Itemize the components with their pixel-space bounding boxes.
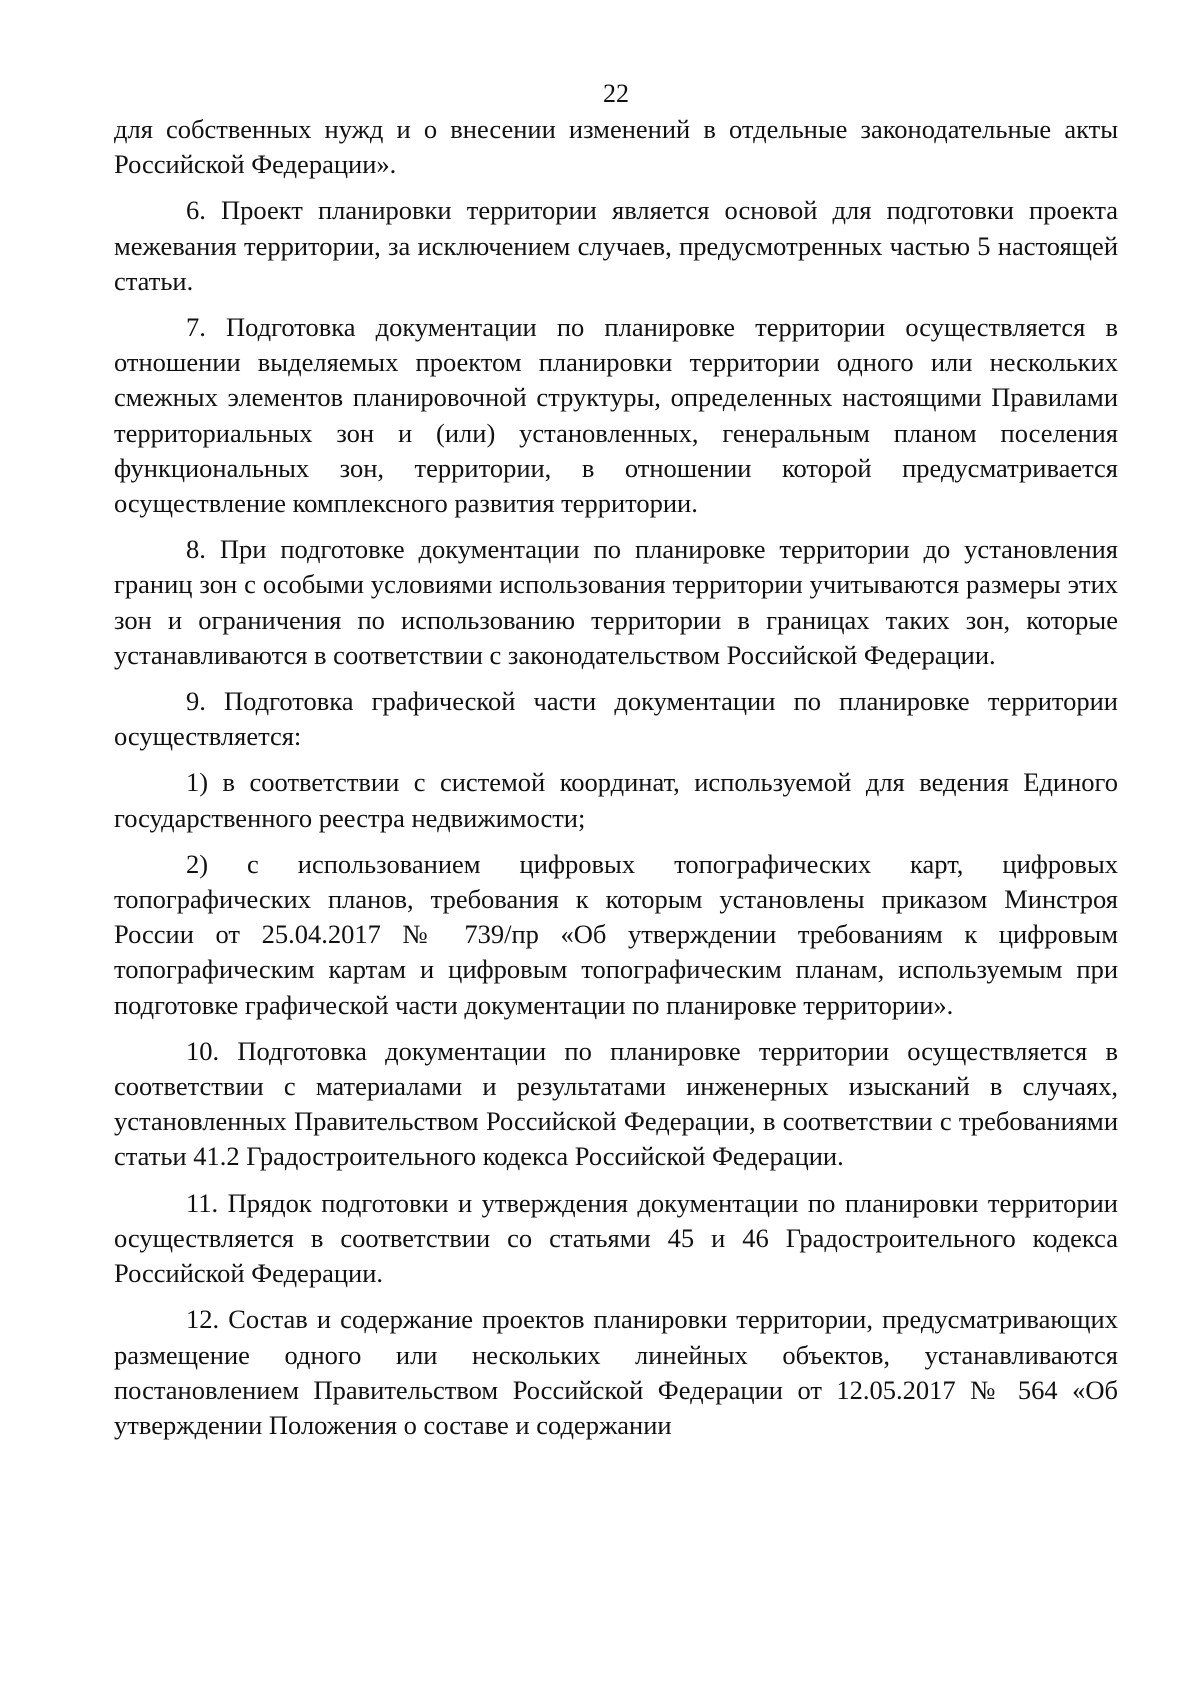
paragraph-item-10: 10. Подготовка документации по планировке территории осуществляется в соответствии с материалами и результатами инженерных изысканий в случаях, установленных Правительством Российской Федерации, в соответствии с требованиями статьи 41.2 Градостроительного кодекса Российской Федерации.: [114, 1035, 1118, 1172]
paragraph-continuation: для собственных нужд и о внесении изменений в отдельные законодательные акты Российской Федерации».: [114, 114, 1118, 180]
paragraph-item-8: 8. При подготовке документации по планировке территории до установления границ зон с особыми условиями использования территории учитываются размеры этих зон и ограничения по использованию территории в границах таких зон, которые устанавливаются в соответствии с законодательством Российской Федерации.: [114, 534, 1118, 670]
paragraph-item-6: 6. Проект планировки территории является основой для подготовки проекта межевания территории, за исключением случаев, предусмотренных частью 5 настоящей статьи.: [114, 195, 1118, 296]
paragraph-item-12: 12. Состав и содержание проектов планировки территории, предусматривающих размещение одного или нескольких линейных объектов, устанавливаются постановлением Правительством Российской Федерации от 12.05.2017 № 564 «Об утверждении Положения о составе и содержании: [114, 1304, 1118, 1440]
paragraph-subitem-1: 1) в соответствии с системой координат, используемой для ведения Единого государственного реестра недвижимости;: [114, 767, 1118, 833]
paragraph-item-11: 11. Прядок подготовки и утверждения документации по планировки территории осуществляется в соответствии со статьями 45 и 46 Градостроительного кодекса Российской Федерации.: [114, 1187, 1118, 1289]
page-number: 22: [603, 79, 629, 108]
paragraph-item-9: 9. Подготовка графической части документации по планировке территории осуществляется:: [114, 686, 1118, 752]
paragraph-item-7: 7. Подготовка документации по планировке территории осуществляется в отношении выделяемых проектом планировки территории одного или нескольких смежных элементов планировочной структуры, определенных настоящими Правилами территориальных зон и (или) установленных, генеральным планом поселения функциональных зон, территории, в отношении которой предусматривается осуществление комплексного развития территории.: [114, 312, 1118, 519]
paragraph-subitem-2: 2) с использованием цифровых топографических карт, цифровых топографических планов, требования к которым установлены приказом Минстроя России от 25.04.2017 № 739/пр «Об утверждении требованиям к цифровым топографическим картам и цифровым топографическим планам, используемым при подготовке графической части документации по планировке территории».: [114, 848, 1118, 1020]
document-body: [114, 112, 1118, 1443]
